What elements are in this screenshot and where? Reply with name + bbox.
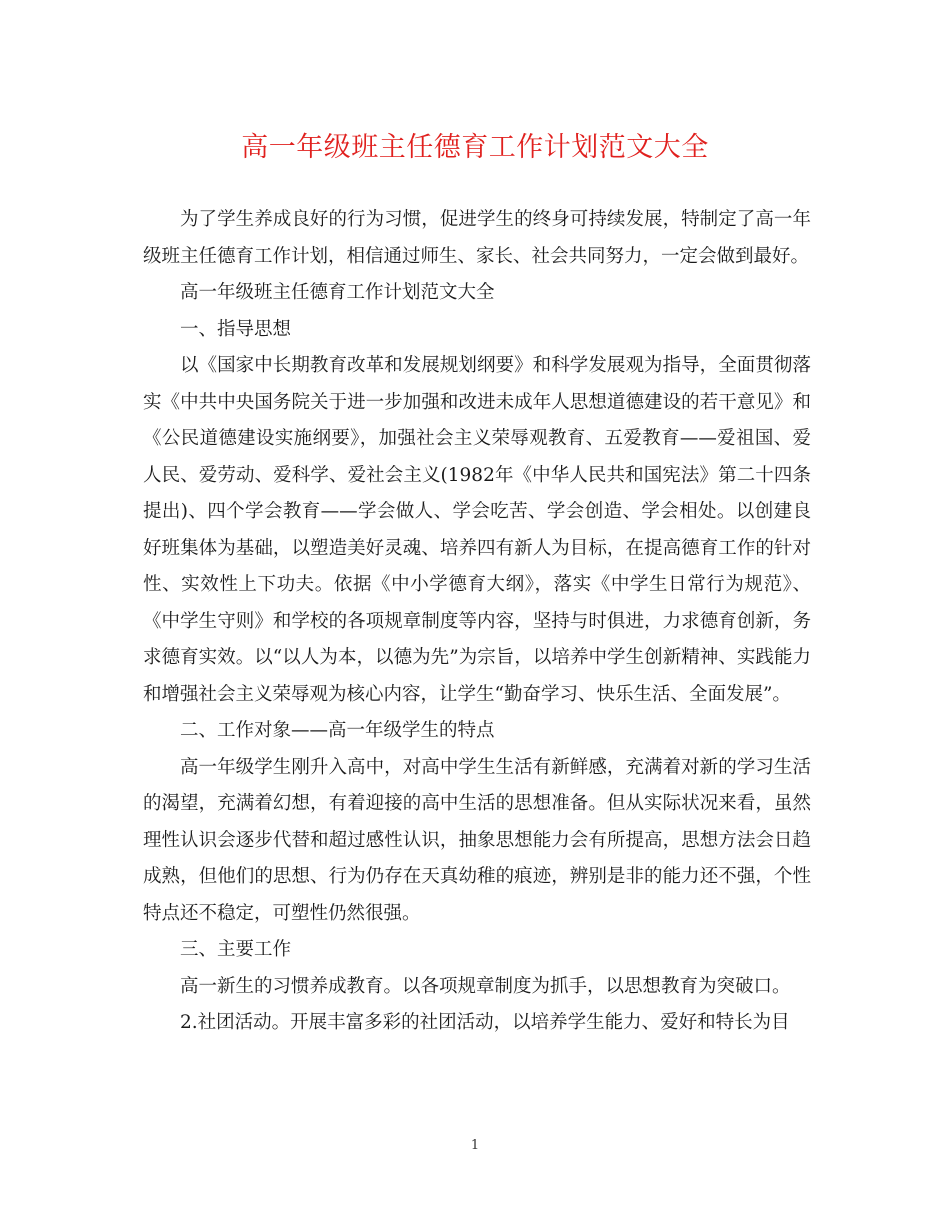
paragraph-club-activities: 2.社团活动。开展丰富多彩的社团活动，以培养学生能力、爱好和特长为目 [180, 1012, 790, 1033]
section-heading-guiding-thought: 一、指导思想 [180, 318, 292, 340]
paragraph-habit-education: 高一新生的习惯养成教育。以各项规章制度为抓手，以思想教育为突破口。 [180, 975, 791, 997]
paragraph-intro: 为了学生养成良好的行为习惯，促进学生的终身可持续发展，特制定了高一年级班主任德育工作计划，相信通过师生、家长、社会共同努力，一定会做到最好。 [143, 209, 811, 267]
document-body [143, 202, 811, 1042]
section-heading-main-work: 三、主要工作 [180, 939, 292, 960]
page-number: 1 [470, 1138, 480, 1153]
paragraph-subtitle: 高一年级班主任德育工作计划范文大全 [180, 282, 495, 303]
section-heading-work-target: 二、工作对象——高一年级学生的特点 [180, 720, 495, 741]
paragraph-guiding-thought: 以《国家中长期教育改革和发展规划纲要》和科学发展观为指导，全面贯彻落实《中共中央国务院关于进一步加强和改进未成年人思想道德建设的若干意见》和《公民道德建设实施纲要》，加强社会主义荣辱观教育、五爱教育——爱祖国、爱人民、爱劳动、爱科学、爱社会主义(1982年《中华人民共和国宪法》第二十四条提出)、四个学会教育——学会做人、学会吃苦、学会创造、学会相处。以创建良好班集体为基础，以塑造美好灵魂、培养四有新人为目标，在提高德育工作的针对性、实效性上下功夫。依据《中小学德育大纲》，落实《中学生日常行为规范》、《中学生守则》和学校的各项规章制度等内容，坚持与时俱进，力求德育创新，务求德育实效。以“以人为本，以德为先”为宗旨，以培养中学生创新精神、实践能力和增强社会主义荣辱观为核心内容，让学生“勤奋学习、快乐生活、全面发展”。 [143, 355, 811, 705]
document-title: 高一年级班主任德育工作计划范文大全 [241, 132, 709, 163]
paragraph-student-traits: 高一年级学生刚升入高中，对高中学生生活有新鲜感，充满着对新的学习生活的渴望，充满着幻想，有着迎接的高中生活的思想准备。但从实际状况来看，虽然理性认识会逐步代替和超过感性认识，抽象思想能力会有所提高，思想方法会日趋成熟，但他们的思想、行为仍存在天真幼稚的痕迹，辨别是非的能力还不强，个性特点还不稳定，可塑性仍然很强。 [143, 756, 811, 924]
